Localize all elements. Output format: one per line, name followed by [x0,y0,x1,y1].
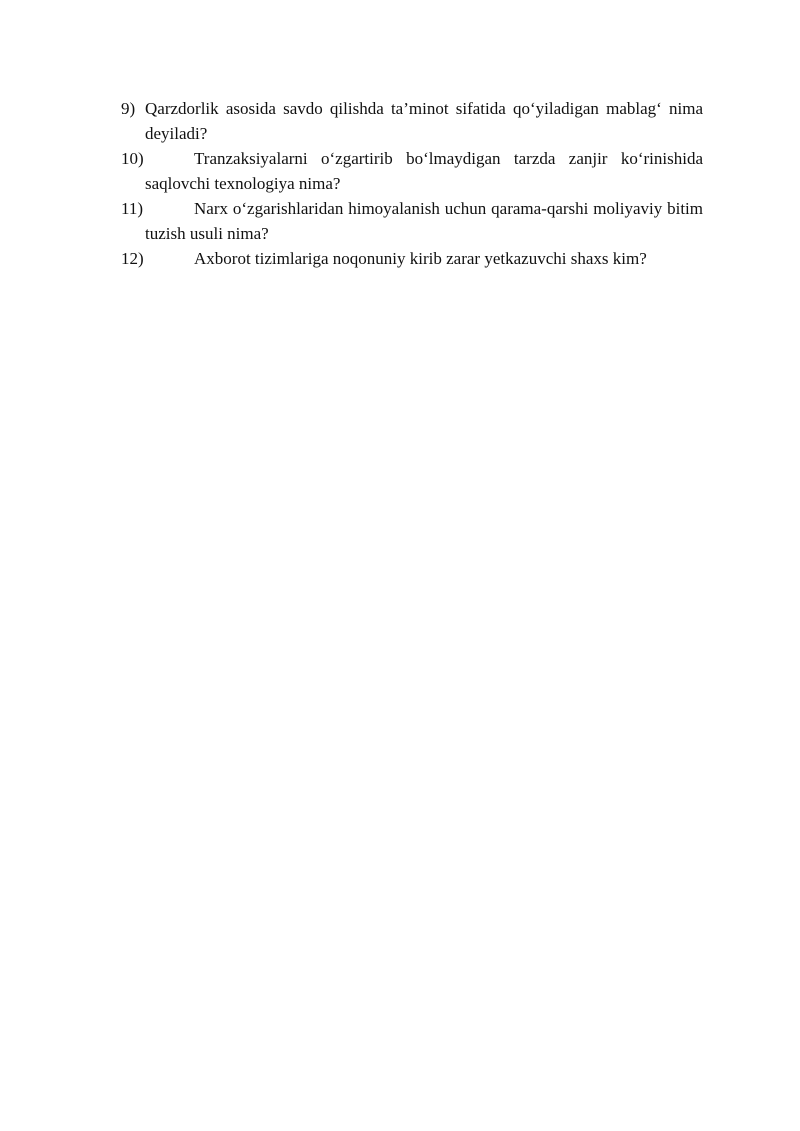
question-item-12 [121,246,703,271]
question-number: 12) [121,249,144,268]
question-item-10 [121,146,703,196]
question-number: 11) [121,199,144,218]
question-item-9 [121,96,703,146]
question-list [121,96,703,271]
question-text: Tranzaksiyalarni o‘zgartirib bo‘lmaydigan tarzda zanjir ko‘rinishida saqlovchi texnologiya nima? [145,149,703,193]
question-number: 10) [121,149,144,168]
question-text: Narx o‘zgarishlaridan himoyalanish uchun qarama-qarshi moliyaviy bitim tuzish usuli nima? [145,199,703,243]
question-text: Axborot tizimlariga noqonuniy kirib zarar yetkazuvchi shaxs kim? [194,249,647,268]
question-item-11 [121,196,703,246]
question-number: 9) [121,99,136,118]
question-text: Qarzdorlik asosida savdo qilishda ta’minot sifatida qo‘yiladigan mablag‘ nima deyiladi? [145,99,703,143]
